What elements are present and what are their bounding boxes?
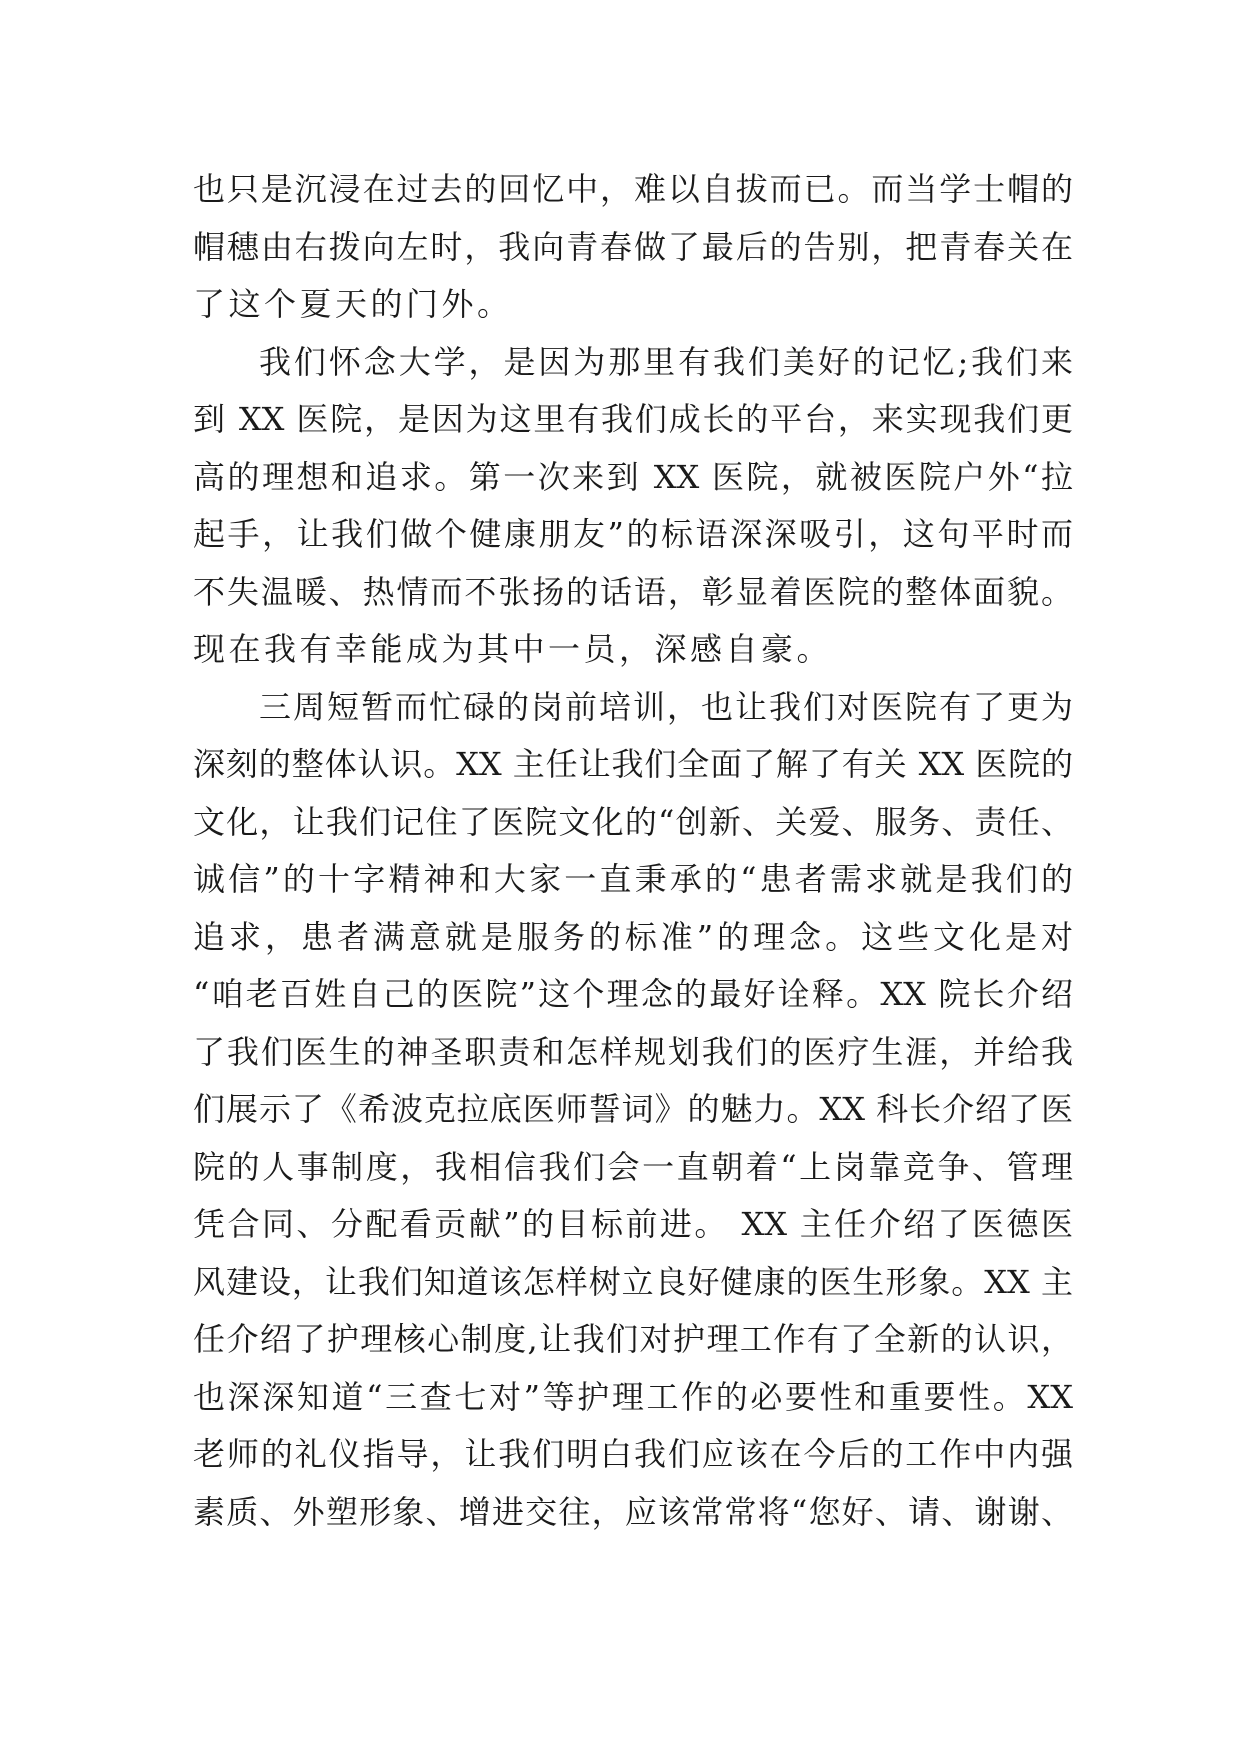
text-line: 高的理想和追求。第一次来到 XX 医院，就被医院户外“拉: [193, 457, 1073, 496]
text-line: 文化，让我们记住了医院文化的“创新、关爱、服务、责任、: [193, 802, 1073, 841]
text-line: “咱老百姓自己的医院”这个理念的最好诠释。XX 院长介绍: [193, 975, 1073, 1013]
text-line: 了这个夏天的门外。: [193, 285, 513, 323]
paragraph-start-line: 三周短暂而忙碌的岗前培训，也让我们对医院有了更为: [259, 687, 1073, 726]
text-line: 现在我有幸能成为其中一员，深感自豪。: [193, 630, 833, 668]
text-line: 深刻的整体认识。XX 主任让我们全面了解了有关 XX 医院的: [193, 745, 1073, 783]
text-line: 了我们医生的神圣职责和怎样规划我们的医疗生涯，并给我: [193, 1032, 1073, 1071]
text-line: 也只是沉浸在过去的回忆中，难以自拔而已。而当学士帽的: [193, 170, 1073, 208]
body-text: [193, 161, 1073, 1541]
text-line: 诚信”的十字精神和大家一直秉承的“患者需求就是我们的: [193, 860, 1073, 898]
paragraph-start-line: 我们怀念大学，是因为那里有我们美好的记忆;我们来: [259, 342, 1073, 381]
text-line: 老师的礼仪指导，让我们明白我们应该在今后的工作中内强: [193, 1435, 1073, 1473]
text-line: 也深深知道“三查七对”等护理工作的必要性和重要性。XX: [193, 1377, 1073, 1416]
text-line: 不失温暖、热情而不张扬的话语，彰显着医院的整体面貌。: [193, 572, 1073, 611]
text-line: 素质、外塑形象、增进交往，应该常常将“您好、请、谢谢、: [193, 1492, 1073, 1531]
text-line: 风建设，让我们知道该怎样树立良好健康的医生形象。XX 主: [193, 1262, 1073, 1301]
text-line: 凭合同、分配看贡献”的目标前进。 XX 主任介绍了医德医: [193, 1205, 1073, 1243]
text-line: 院的人事制度，我相信我们会一直朝着“上岗靠竞争、管理: [193, 1147, 1073, 1186]
text-line: 帽穗由右拨向左时，我向青春做了最后的告别，把青春关在: [193, 227, 1073, 266]
text-line: 追求，患者满意就是服务的标准”的理念。这些文化是对: [193, 917, 1073, 956]
text-line: 们展示了《希波克拉底医师誓词》的魅力。XX 科长介绍了医: [193, 1090, 1073, 1128]
text-line: 到 XX 医院，是因为这里有我们成长的平台，来实现我们更: [193, 400, 1073, 438]
text-line: 任介绍了护理核心制度,让我们对护理工作有了全新的认识，: [193, 1320, 1073, 1358]
text-line: 起手，让我们做个健康朋友”的标语深深吸引，这句平时而: [193, 515, 1073, 553]
